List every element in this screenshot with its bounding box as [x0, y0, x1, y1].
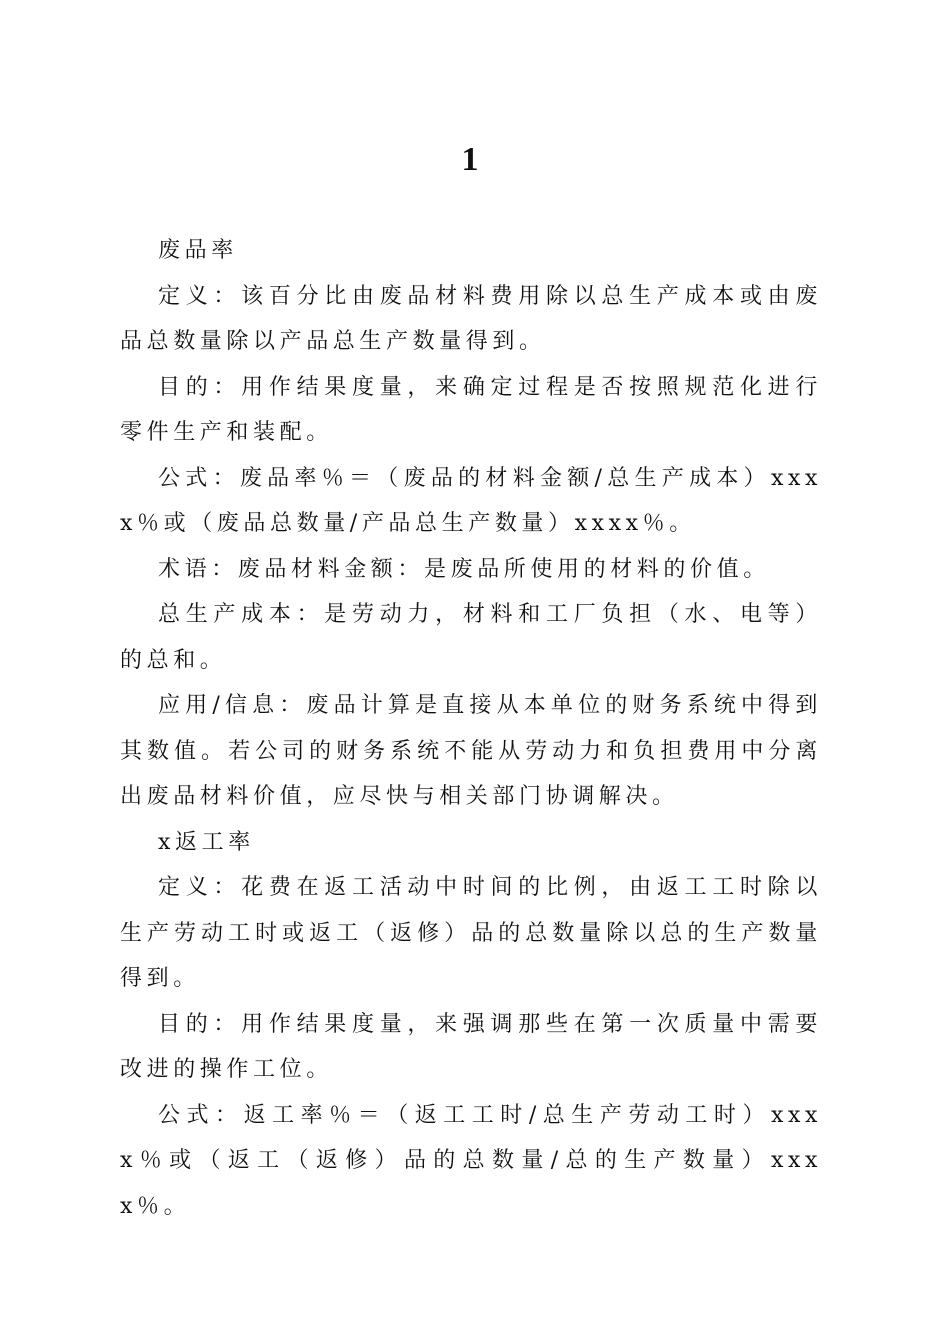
rework-rate-definition: 定义：花费在返工活动中时间的比例，由返工工时除以生产劳动工时或返工（返修）品的总数量除以总的生产数量得到。 — [120, 875, 822, 991]
total-production-cost-definition: 总生产成本：是劳动力，材料和工厂负担（水、电等）的总和。 — [120, 602, 822, 673]
heading-scrap-rate: 废品率 — [158, 238, 238, 263]
scrap-rate-terminology: 术语：废品材料金额：是废品所使用的材料的价值。 — [158, 556, 770, 582]
rework-rate-formula: 公式：返工率％＝（返工工时/总生产劳动工时）xxxx％或（返工（返修）品的总数量/总的生产数量）xxxx％。 — [120, 1102, 822, 1219]
heading-rework-rate: x返工率 — [158, 829, 255, 855]
scrap-rate-application: 应用/信息：废品计算是直接从本单位的财务系统中得到其数值。若公司的财务系统不能从劳动力和负担费用中分离出废品材料价值，应尽快与相关部门协调解决。 — [120, 693, 822, 809]
rework-rate-purpose: 目的：用作结果度量，来强调那些在第一次质量中需要改进的操作工位。 — [120, 1011, 822, 1082]
scrap-rate-formula: 公式：废品率％＝（废品的材料金额/总生产成本）xxxx％或（废品总数量/产品总生产数量）xxxx％。 — [120, 465, 822, 536]
page-number: 1 — [461, 141, 479, 178]
scrap-rate-definition: 定义：该百分比由废品材料费用除以总生产成本或由废品总数量除以产品总生产数量得到。 — [120, 283, 822, 354]
document-body — [120, 228, 822, 1229]
scrap-rate-purpose: 目的：用作结果度量，来确定过程是否按照规范化进行零件生产和装配。 — [120, 374, 822, 445]
